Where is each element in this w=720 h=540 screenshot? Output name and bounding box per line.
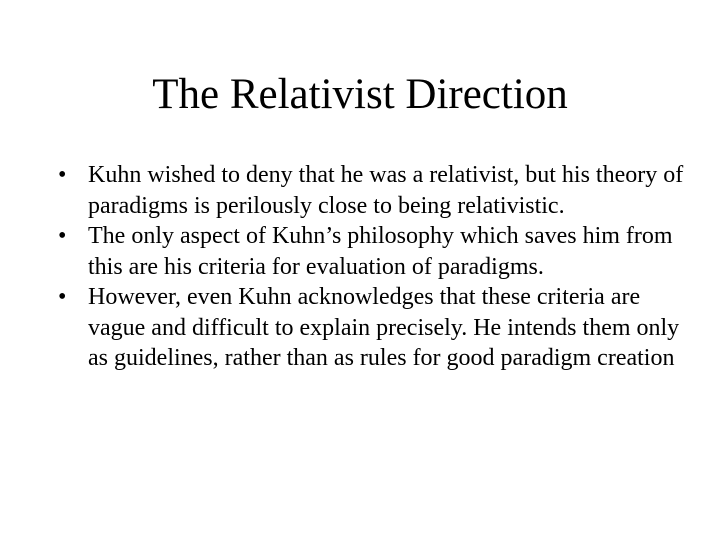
bullet-dot-icon: • <box>58 284 67 310</box>
bullet-dot-icon: • <box>58 223 67 249</box>
bullet-text: However, even Kuhn acknowledges that these criteria are vague and difficult to explain precisely. He intends them only as guidelines, rather than as rules for good paradigm creation <box>88 284 680 371</box>
bullet-item <box>58 221 698 282</box>
bullet-dot-icon: • <box>58 162 67 188</box>
bullet-item <box>58 282 698 374</box>
bullet-item <box>58 160 698 221</box>
bullet-text: The only aspect of Kuhn’s philosophy which saves him from this are his criteria for evaluation of paradigms. <box>88 223 673 280</box>
slide-title: The Relativist Direction <box>152 71 568 118</box>
bullet-text: Kuhn wished to deny that he was a relativist, but his theory of paradigms is perilously close to being relativistic. <box>88 162 684 219</box>
bullet-list <box>58 160 698 374</box>
